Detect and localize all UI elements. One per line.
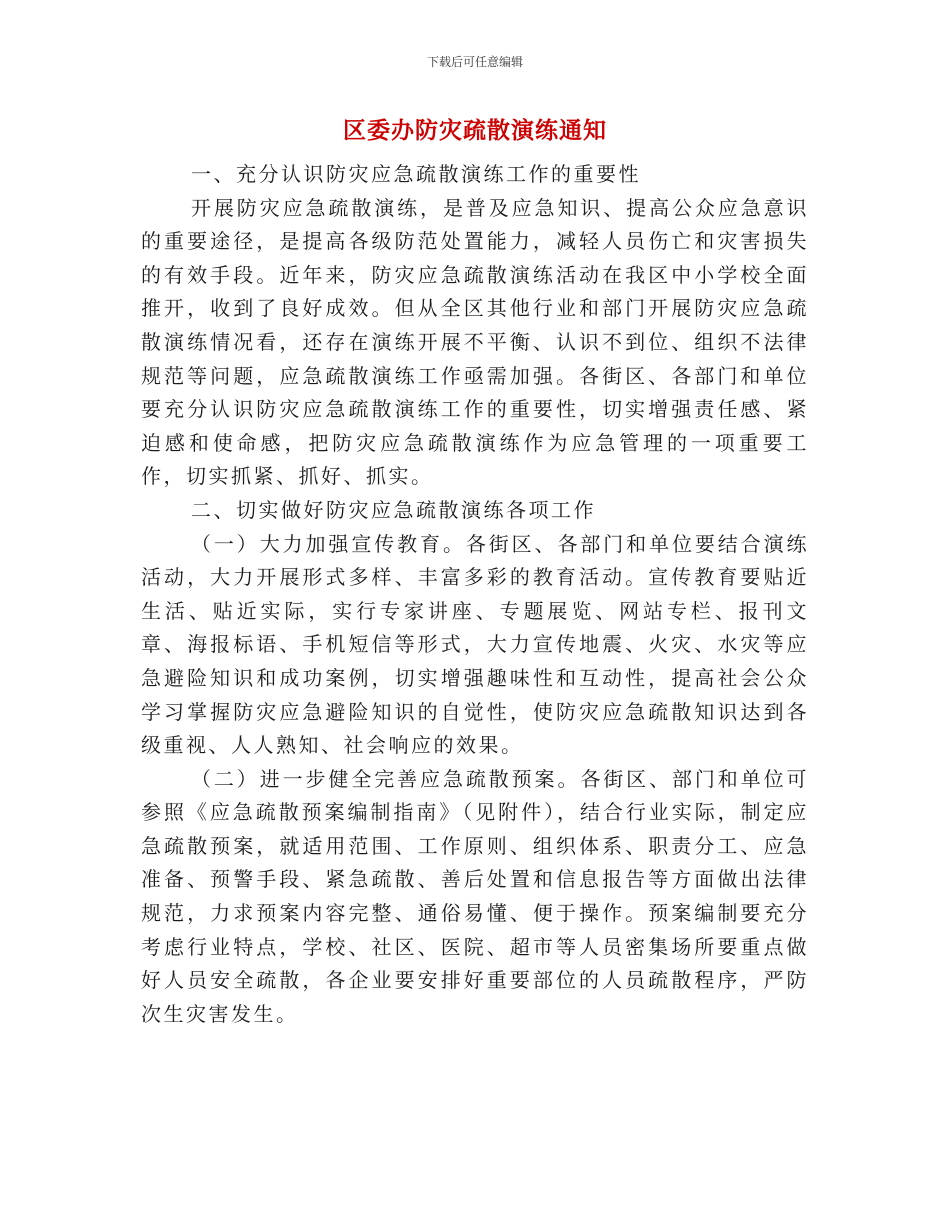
document-title: 区委办防灾疏散演练通知 bbox=[343, 117, 607, 144]
paragraph: （一）大力加强宣传教育。各街区、各部门和单位要结合演练活动，大力开展形式多样、丰富多彩的教育活动。宣传教育要贴近生活、贴近实际，实行专家讲座、专题展览、网站专栏、报刊文章、海报标语、手机短信等形式，大力宣传地震、火灾、水灾等应急避险知识和成功案例，切实增强趣味性和互动性，提高社会公众学习掌握防灾应急避险知识的自觉性，使防灾应急疏散知识达到各级重视、人人熟知、社会响应的效果。 bbox=[141, 531, 809, 758]
paragraph: （二）进一步健全完善应急疏散预案。各街区、部门和单位可参照《应急疏散预案编制指南》（见附件），结合行业实际，制定应急疏散预案，就适用范围、工作原则、组织体系、职责分工、应急准备、预警手段、紧急疏散、善后处置和信息报告等方面做出法律规范，力求预案内容完整、通俗易懂、便于操作。预案编制要充分考虑行业特点，学校、社区、医院、超市等人员密集场所要重点做好人员安全疏散，各企业要安排好重要部位的人员疏散程序，严防次生灾害发生。 bbox=[141, 766, 809, 1026]
section-heading-1: 一、充分认识防灾应急疏散演练工作的重要性 bbox=[191, 162, 641, 186]
section-heading-2: 二、切实做好防灾应急疏散演练各项工作 bbox=[191, 497, 596, 522]
paragraph: 开展防灾应急疏散演练，是普及应急知识、提高公众应急意识的重要途径，是提高各级防范处置能力，减轻人员伤亡和灾害损失的有效手段。近年来，防灾应急疏散演练活动在我区中小学校全面推开，收到了良好成效。但从全区其他行业和部门开展防灾应急疏散演练情况看，还存在演练开展不平衡、认识不到位、组织不法律规范等问题，应急疏散演练工作亟需加强。各街区、各部门和单位要充分认识防灾应急疏散演练工作的重要性，切实增强责任感、紧迫感和使命感，把防灾应急疏散演练作为应急管理的一项重要工作，切实抓紧、抓好、抓实。 bbox=[141, 195, 809, 489]
document-body bbox=[141, 158, 809, 1031]
page-header: 下载后可任意编辑 bbox=[426, 55, 523, 69]
